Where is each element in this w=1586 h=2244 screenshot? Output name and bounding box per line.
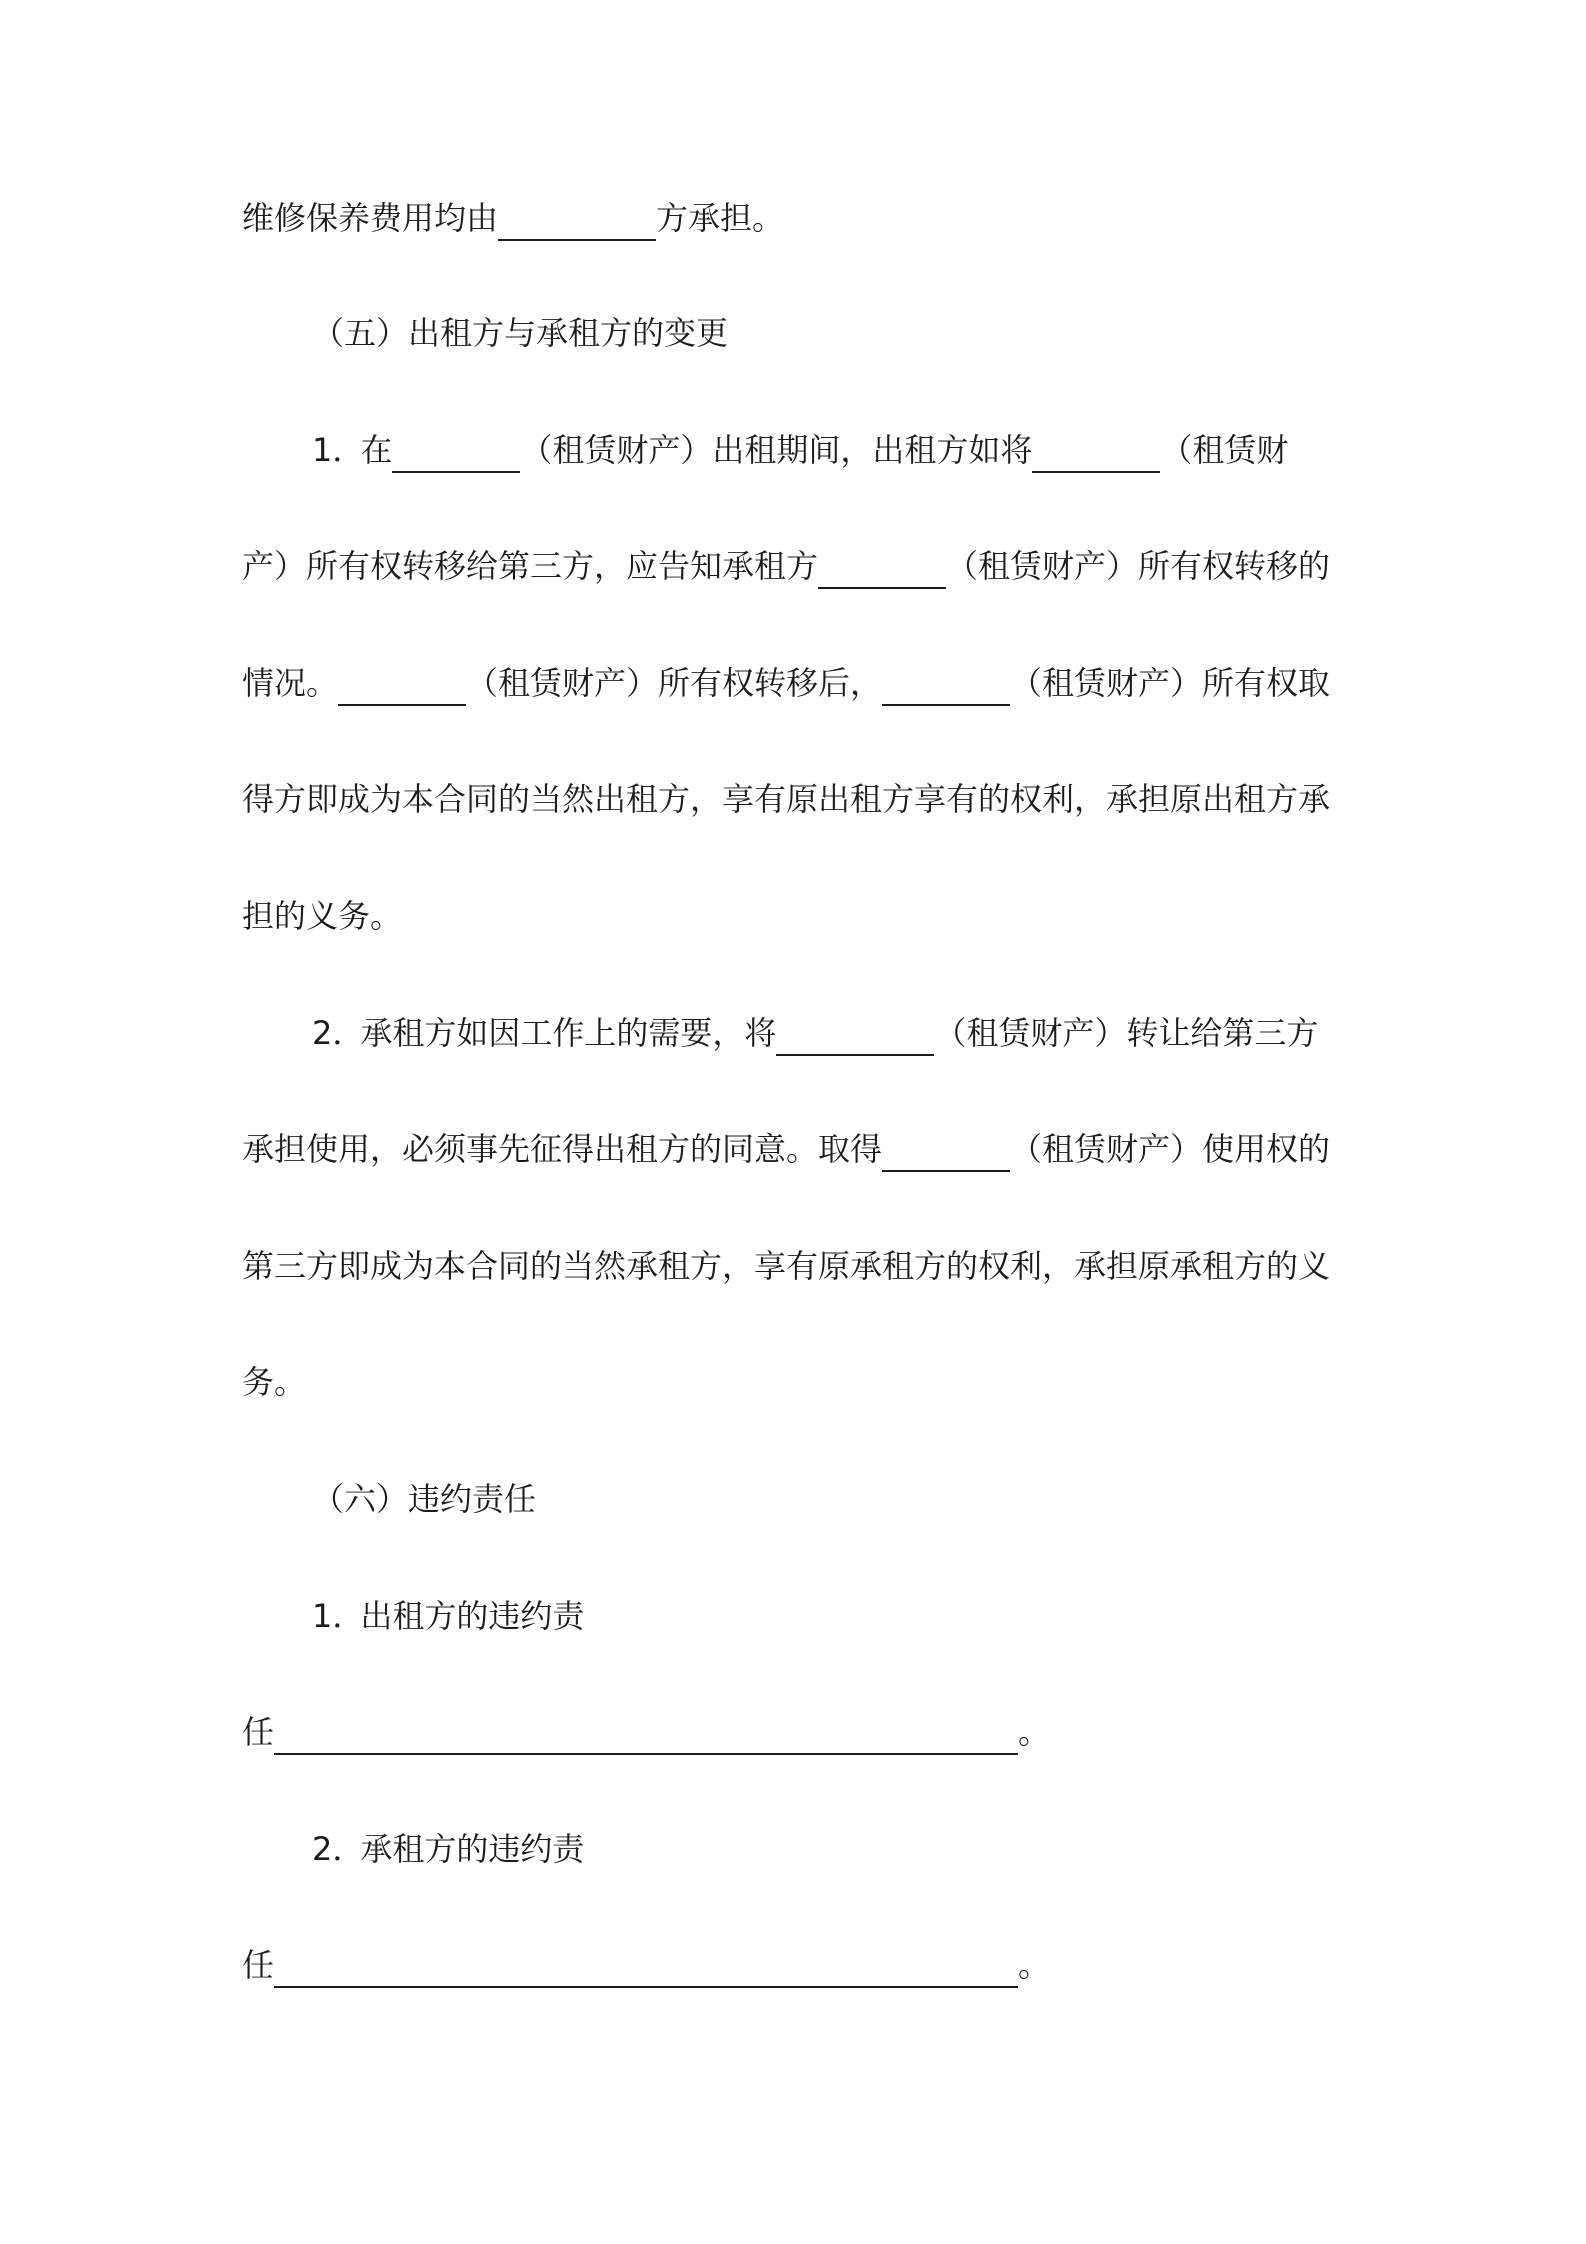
- text-segment: 出租方的违约责: [360, 1597, 585, 1635]
- text-segment: （租赁财产）所有权取: [1010, 664, 1331, 702]
- section-heading: [242, 308, 1412, 358]
- text-segment: 维修保养费用均由: [242, 199, 499, 237]
- fill-blank[interactable]: [274, 1950, 1018, 1988]
- text-segment: 任: [242, 1713, 275, 1751]
- fill-blank[interactable]: [904, 1018, 934, 1056]
- paragraph-line: [242, 193, 1342, 243]
- paragraph-line: [242, 541, 1342, 591]
- list-dot: ．: [332, 1014, 365, 1052]
- paragraph-line: [242, 658, 1342, 708]
- fill-blank[interactable]: [392, 435, 520, 473]
- list-number: 1: [312, 1597, 333, 1635]
- section-heading-text: （六）违约责任: [312, 1480, 537, 1518]
- text-segment: 承租方如因工作上的需要，将: [360, 1014, 777, 1052]
- paragraph-line: [242, 1008, 1412, 1058]
- paragraph-line: [242, 425, 1412, 475]
- section-heading: [242, 1474, 1412, 1524]
- text-segment: 担的义务。: [242, 897, 403, 935]
- paragraph-line: [242, 891, 1342, 941]
- text-segment: 任: [242, 1946, 275, 1984]
- text-segment: 情况。: [242, 664, 339, 702]
- text-segment: 承租方的违约责: [360, 1830, 585, 1868]
- text-segment: 承担使用，必须事先征得出租方的同意。取得: [242, 1130, 883, 1168]
- section-heading-text: （五）出租方与承租方的变更: [312, 314, 729, 352]
- fill-blank[interactable]: [818, 551, 946, 589]
- text-segment: （租赁财产）所有权转移的: [946, 547, 1331, 585]
- fill-blank[interactable]: [776, 1018, 904, 1056]
- text-segment: 。: [1018, 1713, 1051, 1751]
- text-segment: （租赁财产）出租期间，出租方如将: [520, 431, 1033, 469]
- list-dot: ．: [332, 1830, 365, 1868]
- fill-blank[interactable]: [882, 1134, 1010, 1172]
- text-segment: 得方即成为本合同的当然出租方，享有原出租方享有的权利，承担原出租方承: [242, 780, 1331, 818]
- text-segment: 务。: [242, 1363, 307, 1401]
- fill-blank[interactable]: [338, 668, 466, 706]
- paragraph-line: [242, 1707, 1342, 1757]
- fill-blank[interactable]: [274, 1717, 1018, 1755]
- list-dot: ．: [332, 1597, 365, 1635]
- text-segment: （租赁财: [1160, 431, 1289, 469]
- text-segment: 在: [360, 431, 393, 469]
- fill-blank[interactable]: [1032, 435, 1160, 473]
- list-dot: ．: [332, 431, 365, 469]
- paragraph-line: [242, 1357, 1342, 1407]
- paragraph-line: [242, 1241, 1342, 1291]
- paragraph-line: [242, 1124, 1342, 1174]
- list-number: 2: [312, 1830, 333, 1868]
- fill-blank[interactable]: [882, 668, 1010, 706]
- fill-blank[interactable]: [498, 203, 626, 241]
- text-segment: （租赁财产）所有权转移后，: [466, 664, 883, 702]
- paragraph-line: [242, 774, 1342, 824]
- paragraph-line: [242, 1940, 1342, 1990]
- fill-blank[interactable]: [626, 203, 656, 241]
- text-segment: 。: [1018, 1946, 1051, 1984]
- paragraph-line: [242, 1824, 1412, 1874]
- list-number: 1: [312, 431, 333, 469]
- list-number: 2: [312, 1014, 333, 1052]
- text-segment: （租赁财产）使用权的: [1010, 1130, 1331, 1168]
- text-segment: 产）所有权转移给第三方，应告知承租方: [242, 547, 819, 585]
- text-segment: （租赁财产）转让给第三方: [934, 1014, 1319, 1052]
- text-segment: 方承担。: [656, 199, 785, 237]
- paragraph-line: [242, 1591, 1412, 1641]
- text-segment: 第三方即成为本合同的当然承租方，享有原承租方的权利，承担原承租方的义: [242, 1247, 1331, 1285]
